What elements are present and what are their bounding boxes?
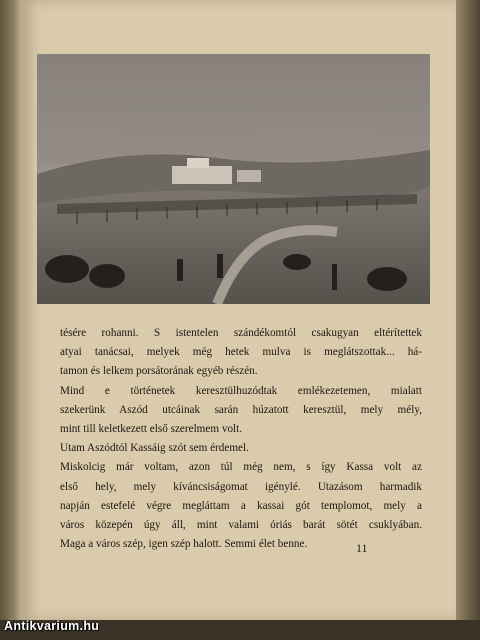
text-line: első hely, mely kíváncsiságomat igénylé. Utazásom harmadik: [60, 480, 422, 493]
body-text: [60, 324, 422, 554]
text-line: napján estefelé végre megláttam a kassai gót templomot, mely a: [60, 499, 422, 512]
watermark-logo: Antikvarium.hu: [4, 619, 100, 633]
text-line: Miskolcig már voltam, azon túl még nem, s így Kassa volt az: [60, 461, 422, 474]
book-page-edges: [454, 0, 480, 640]
text-line: város közepén úgy áll, mint valami óriás barát sötét csuklyában.: [60, 519, 422, 532]
text-line: mint till keletkezett első szerelmem volt.: [60, 423, 243, 436]
book-spine-shadow: [0, 0, 24, 640]
landscape-illustration: [37, 54, 430, 304]
text-line: tésére rohanni. S istentelen szándékomtól csakugyan eltérítettek: [60, 327, 422, 339]
text-line: Mind e történetek keresztülhuzódtak emlékezetemen, mialatt: [60, 384, 422, 397]
text-line: Maga a város szép, igen szép halott. Semmi élet benne.: [60, 538, 308, 551]
text-line: atyai tanácsai, melyek még hetek mulva is meglátszottak... há-: [60, 346, 422, 359]
landscape-engraving-icon: [37, 54, 430, 304]
text-line: tamon és lelkem porsátorának egyéb részén.: [60, 365, 258, 378]
page-number: 11: [356, 541, 368, 555]
text-line: szekerünk Aszód utcáinak sarán húzatott keresztül, mely mély,: [60, 403, 422, 416]
text-line: Utam Aszódtól Kassáig szót sem érdemel.: [60, 442, 249, 455]
